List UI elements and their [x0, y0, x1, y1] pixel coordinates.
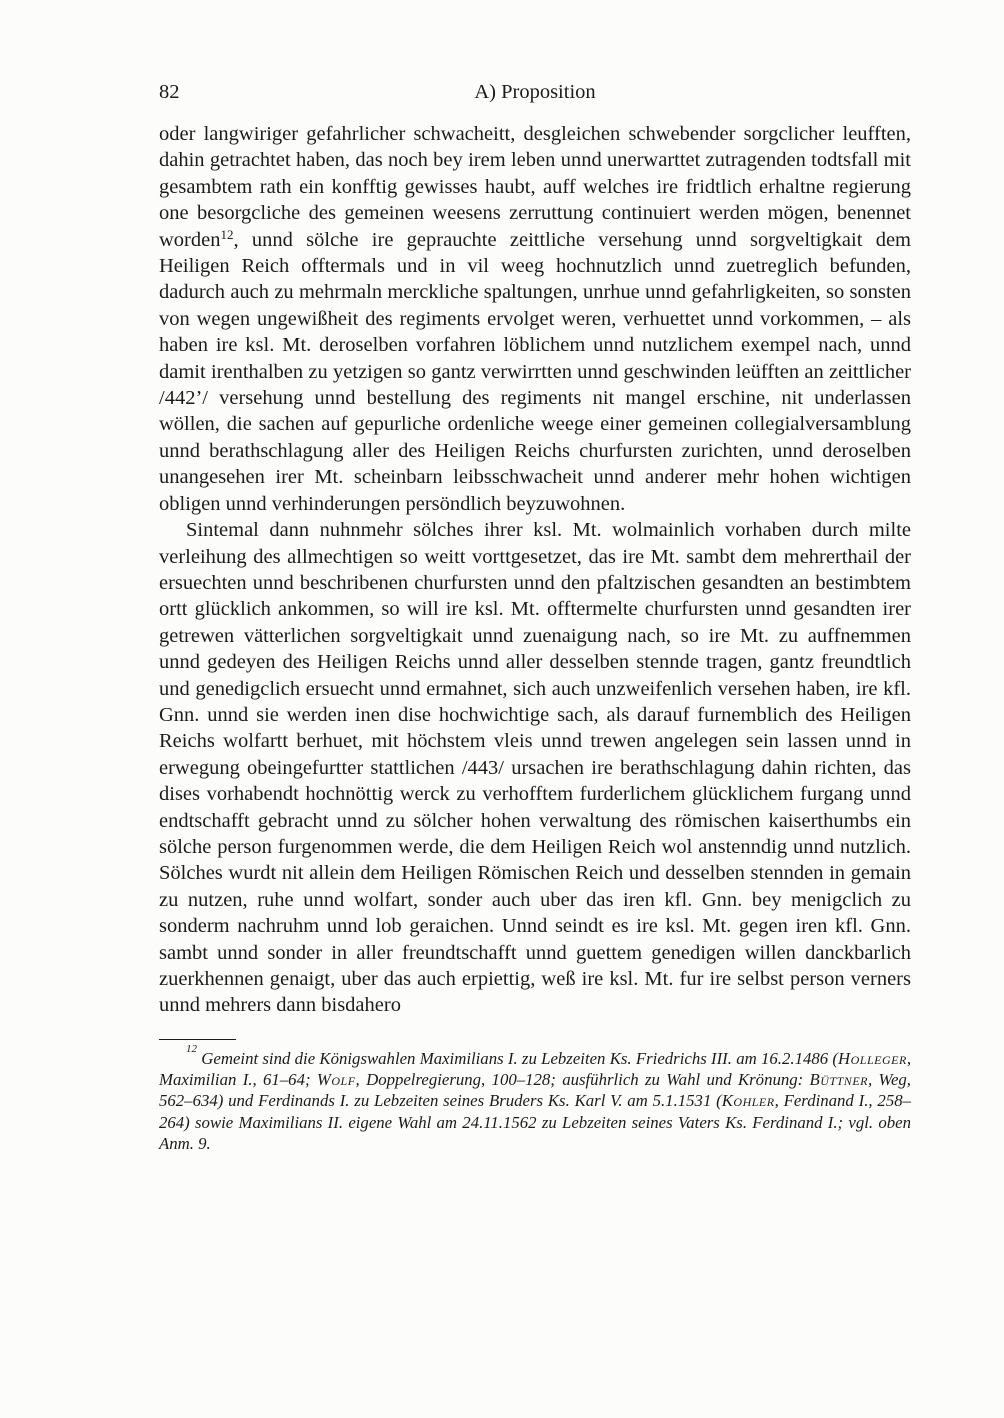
footnote-section	[159, 1039, 911, 1154]
paragraph-2: Sintemal dann nuhnmehr sölches ihrer ksl. Mt. wolmainlich vorhaben durch milte verleihung des allmechtigen so weitt vorttgesetzet, das ire Mt. sambt dem mehrerthail der ersuechten unnd beschribenen churfursten unnd den pfaltzischen gesandten an bestimbtem ortt glücklich ankommen, so will ire ksl. Mt. offtermelte churfursten unnd gesandten irer getrewen vätterlichen sorgveltigkait unnd zuenaigung nach, so ire Mt. zu auffnemmen unnd gedeyen des Heiligen Reichs unnd aller desselben stennde tragen, gantz freundtlich und genedigclich ersuecht unnd ermahnet, sich auch unzweifenlich versehen haben, ire kfl. Gnn. unnd sie werden inen dise hochwichtige sach, als darauf furnemblich des Heiligen Reichs wolfartt berhuet, mit höchstem vleis unnd trewen angelegen sein lassen unnd in erwegung obeingefurtter stattlichen /443/ ursachen ire berathschlagung dahin richten, das dises vorhabendt hochnöttig werck zu verhofftem furderlichem glücklichem furgang unnd endtschafft gebracht unnd zu sölcher hohen verwaltung des römischen kaiserthumbs ein sölche person furgenommen werde, die dem Heiligen Reich wol anstenndig unnd nutzlich. Sölches wurdt nit allein dem Heiligen Römischen Reich und desselben stennden in gemain zu nutzen, ruhe unnd wolfart, sonder auch uber das iren kfl. Gnn. bey menigclich zu sonderm nachruhm unnd lob geraichen. Unnd seindt es ire ksl. Mt. gegen iren kfl. Gnn. sambt unnd sonder in aller freundtschafft unnd guettem genedigen willen danckbarlich zuerkhennen genaigt, uber das auch erpiettig, weß ire ksl. Mt. fur ire selbst person verners unnd mehrers dann bisdahero	[159, 519, 911, 1017]
footnote-author-buettner: Büttner	[809, 1070, 868, 1090]
running-head: A) Proposition	[474, 81, 596, 103]
footnote-author-wolf: Wolf	[316, 1070, 356, 1090]
footnote-author-kohler: Kohler	[721, 1091, 775, 1111]
footnote-author-holleger: Holleger	[838, 1048, 907, 1068]
footnote-12	[159, 1043, 912, 1154]
footnote-text-segment: , Maximilian I., 61–64;	[159, 1048, 912, 1090]
footnote-text-segment: , Weg, 562–634) und Ferdinands I. zu Lebzeiten seines Bruders Ks. Karl V. am 5.1.1531 (	[159, 1070, 911, 1111]
page-header	[159, 80, 911, 104]
footnote-text-segment: Gemeint sind die Königswahlen Maximilians I. zu Lebzeiten Ks. Friedrichs III. am 16.2.1486 (	[201, 1048, 839, 1068]
paragraph-1-text-after-ref: , unnd sölche ire geprauchte zeittliche versehung unnd sorgveltigkait dem Heiligen Reich offtermals und in vil weeg hochnutzlich unnd zuetreglich befunden, dadurch auch zu mehrmaln merckliche spaltungen, unrhue unnd gefahrligkeiten, so sonsten von wegen ungewißheit des regiments ervolget weren, verhuettet unnd vorkommen, – als haben ire ksl. Mt. deroselben vorfahren löblichem unnd nutzlichem exempel nach, unnd damit irenthalben zu yetzigen so gantz verwirrtten unnd geschwinden leüfften an zeittlicher /442’/ versehung unnd bestellung des regiments nit mangel erschine, nit underlassen wöllen, die sachen auf gepurliche ordenliche weege einer gemeinen collegialversamblung unnd berathschlagung aller des Heiligen Reichs churfursten zurichten, unnd deroselben unangesehen irer Mt. scheinbarn leibsschwacheit unnd anderer mehr hohen wichtigen obligen unnd verhinderungen persöndlich beyzuwohnen.	[159, 228, 911, 515]
paragraph-1-text-before-ref: oder langwiriger gefahrlicher schwacheitt, desgleichen schwebender sorgclicher leufften, dahin getrachtet haben, das noch bey irem leben unnd unerwarttet zutragenden todtsfall mit gesambtem rath ein konfftig gewisses haubt, auff welches ire fridtlich erhaltne regierung one besorgcliche des gemeinen weesens zerruttung continuiert werden mögen, benennet worden	[159, 123, 911, 251]
footnote-separator-rule	[159, 1039, 236, 1040]
page-content	[159, 80, 911, 1154]
footnote-reference-12: 12	[220, 226, 234, 242]
page-number: 82	[159, 81, 180, 103]
footnote-text-segment: , Doppelregierung, 100–128; ausführlich zu Wahl und Krönung:	[355, 1070, 810, 1090]
body-text	[159, 121, 911, 1019]
paragraph-1	[159, 121, 911, 517]
footnote-marker: 12	[186, 1043, 197, 1056]
footnote-text-segment: , Ferdinand I., 258–264) sowie Maximilians II. eigene Wahl am 24.11.1562 zu Lebzeiten seines Vaters Ks. Ferdinand I.; vgl. oben Anm. 9.	[159, 1091, 911, 1153]
